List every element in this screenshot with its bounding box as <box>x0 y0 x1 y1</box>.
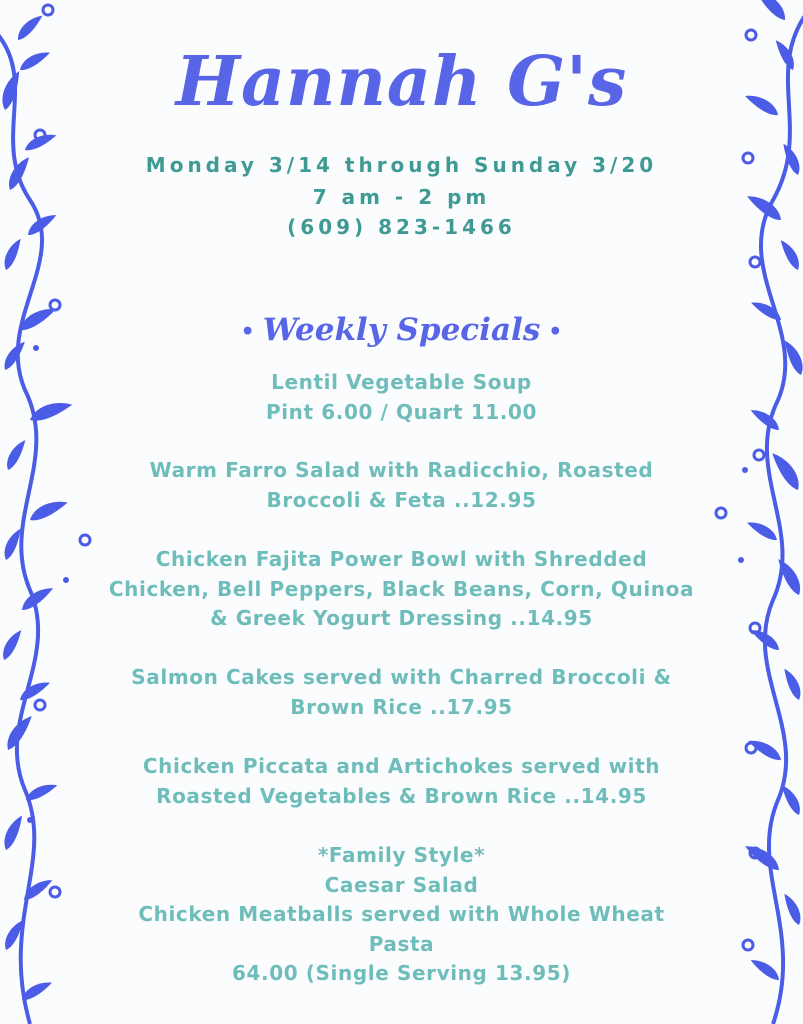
menu-line: Salmon Cakes served with Charred Broccoli & <box>131 665 672 689</box>
bullet-dot: • <box>548 318 563 345</box>
menu-line: Chicken Fajita Power Bowl with Shredded <box>155 547 648 571</box>
menu-line: Roasted Vegetables & Brown Rice ..14.95 <box>156 783 647 808</box>
menu-line: Lentil Vegetable Soup <box>271 370 532 394</box>
menu-item-farro-salad <box>80 456 723 515</box>
date-range: Monday 3/14 through Sunday 3/20 <box>145 153 658 177</box>
bullet-dot: • <box>240 318 255 345</box>
menu-line: & Greek Yogurt Dressing ..14.95 <box>210 606 593 630</box>
phone-number: (609) 823-1466 <box>287 215 516 239</box>
menu-line: Pasta <box>368 931 435 956</box>
menu-line: Chicken Meatballs served with Whole Wheat <box>138 902 665 926</box>
specials-heading <box>90 312 713 348</box>
menu-line: 64.00 (Single Serving 13.95) <box>231 961 571 985</box>
menu-line: Chicken, Bell Peppers, Black Beans, Corn, Quinoa <box>108 576 695 601</box>
menu-item-family-style <box>80 841 723 989</box>
menu-line: *Family Style* <box>317 843 486 867</box>
menu-item-salmon-cakes <box>80 663 723 722</box>
menu-line: Pint 6.00 / Quart 11.00 <box>265 399 538 424</box>
menu-item-soup <box>80 368 723 427</box>
specials-heading-text: Weekly Specials <box>262 312 541 348</box>
menu-item-fajita-bowl <box>80 545 723 634</box>
menu-line: Caesar Salad <box>324 872 479 897</box>
menu-line: Chicken Piccata and Artichokes served with <box>142 754 661 778</box>
menu-content <box>90 0 713 1024</box>
menu-line: Broccoli & Feta ..12.95 <box>266 487 537 512</box>
restaurant-name: Hannah G's <box>175 42 628 122</box>
menu-line: Warm Farro Salad with Radicchio, Roasted <box>149 458 654 482</box>
menu-item-chicken-piccata <box>80 752 723 811</box>
hours: 7 am - 2 pm <box>312 185 491 209</box>
menu-line: Brown Rice ..17.95 <box>290 694 513 719</box>
